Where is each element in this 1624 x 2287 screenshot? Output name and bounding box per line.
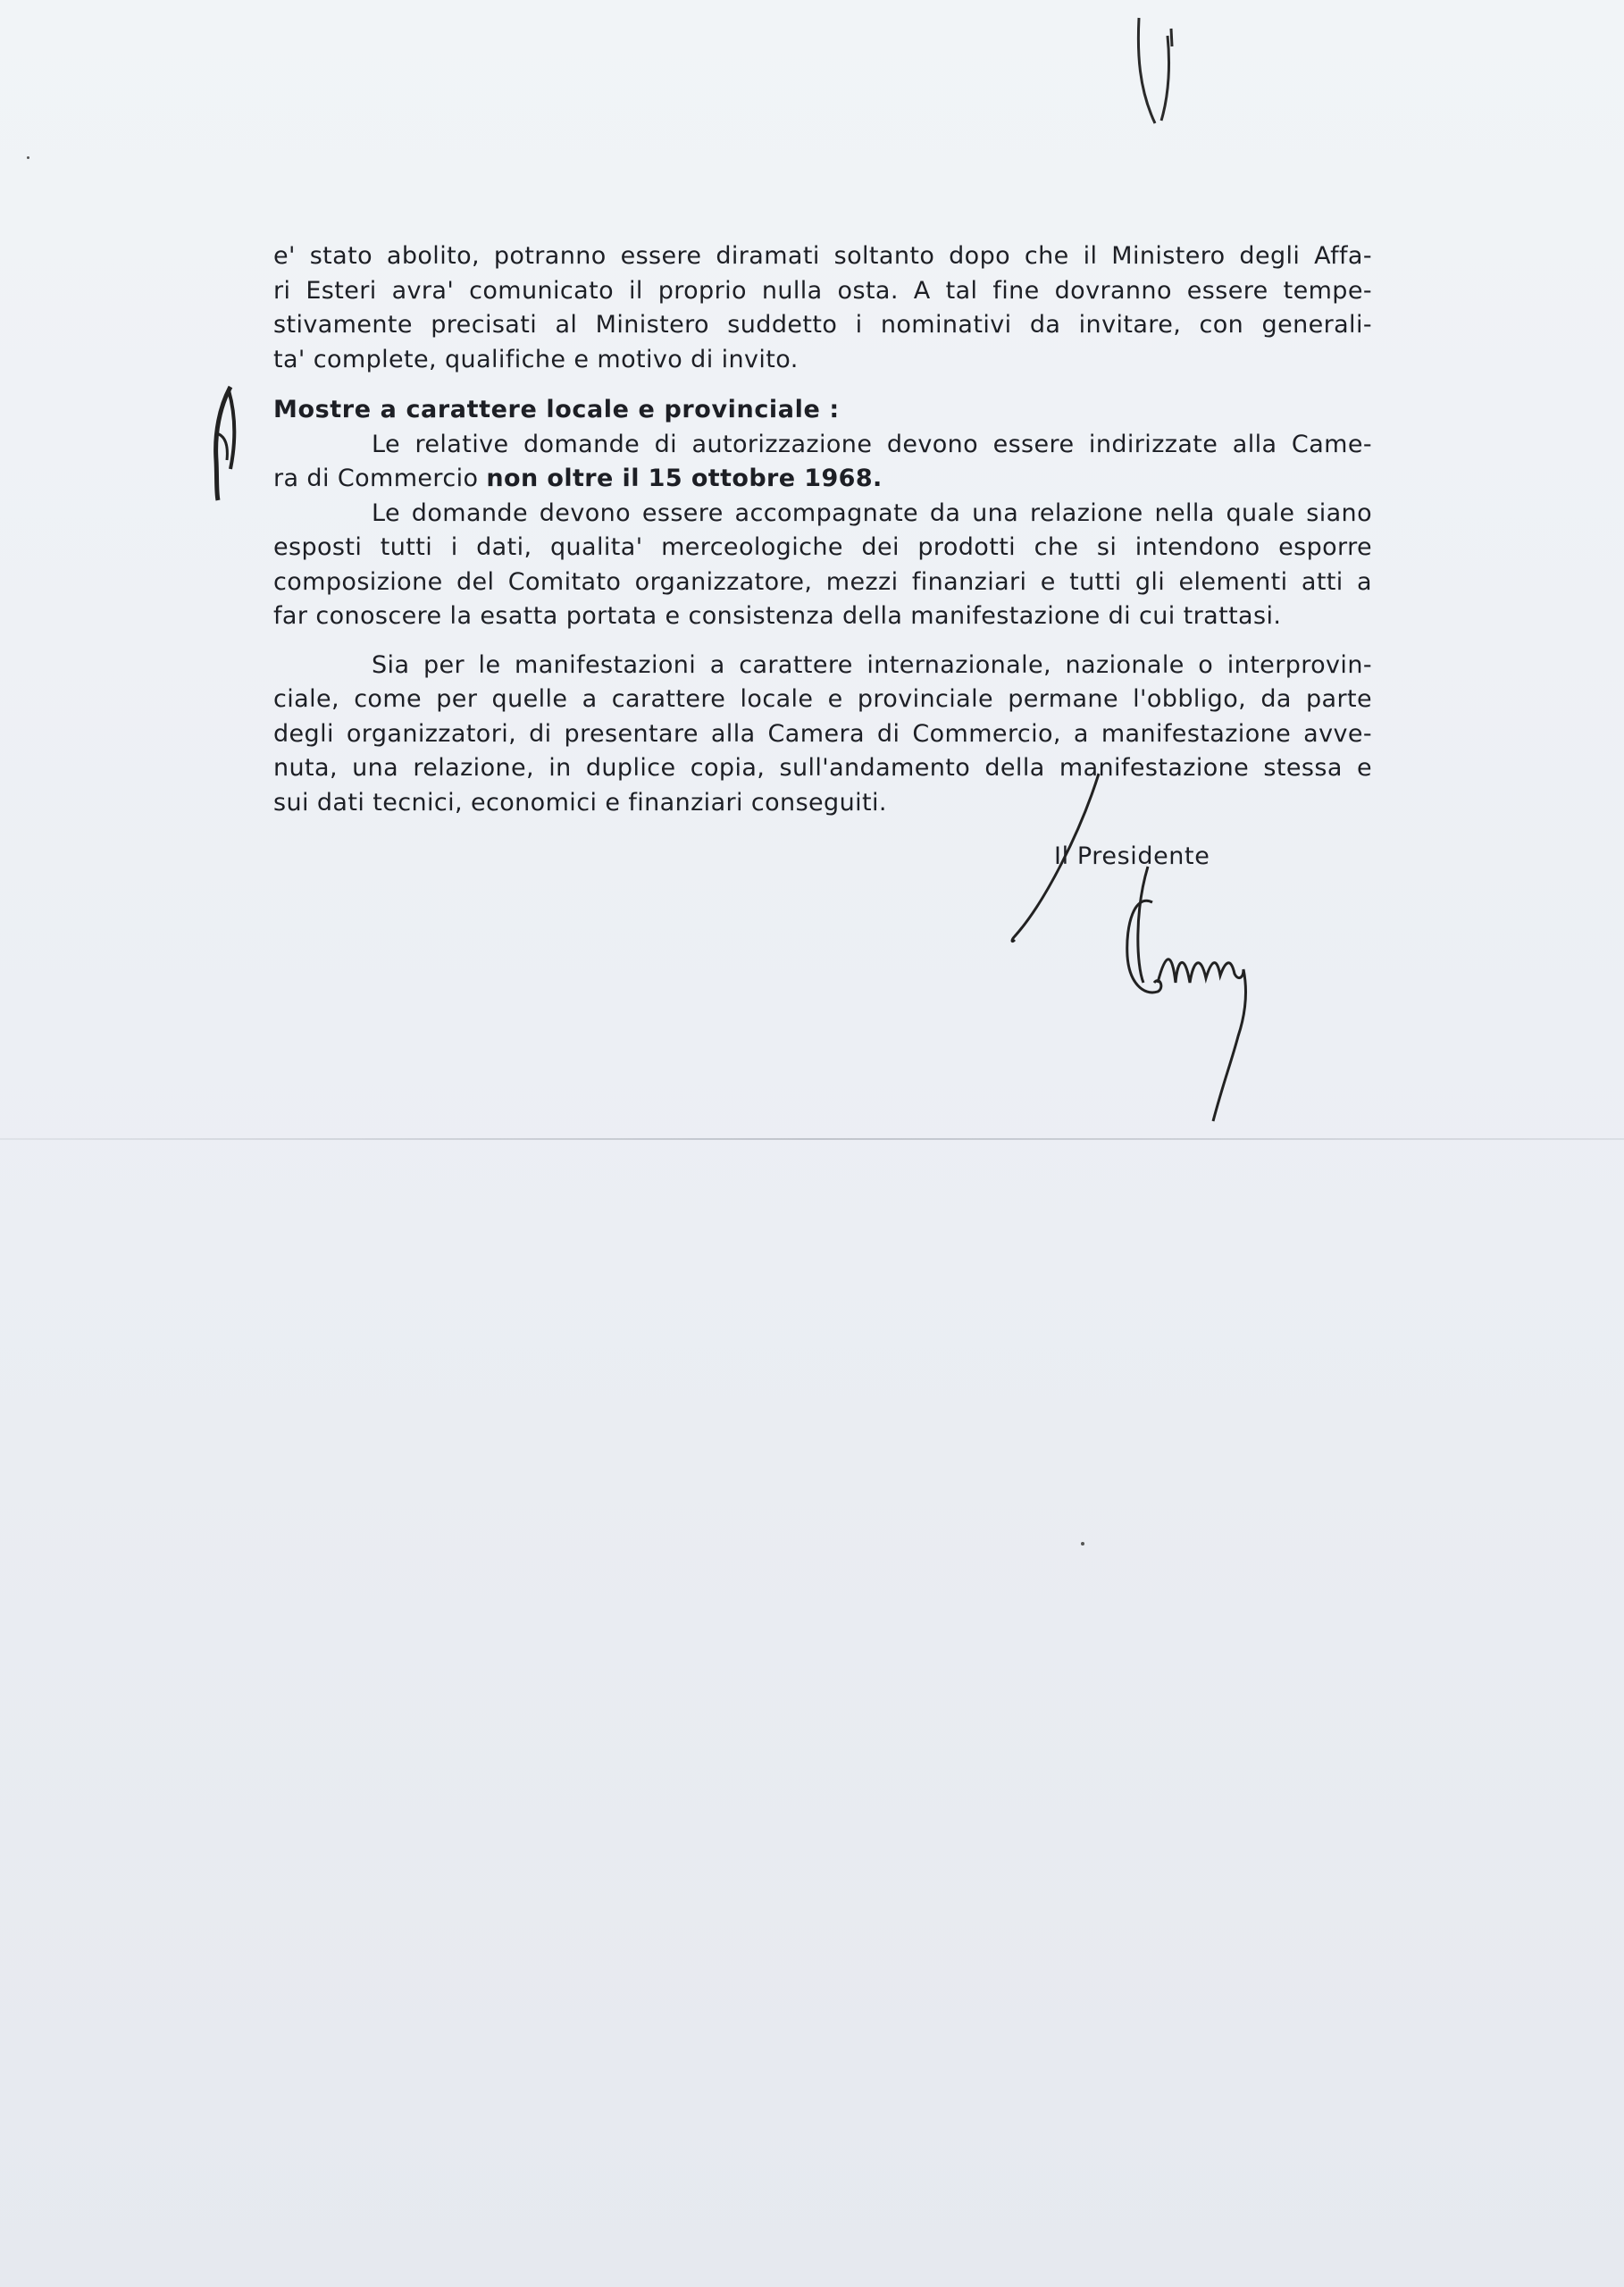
text-line: ciale, come per quelle a carattere locale e provinciale permane l'obbligo, da parte [273, 685, 1372, 713]
text-line: nuta, una relazione, in duplice copia, sull'andamento della manifestazione stessa e [273, 754, 1372, 782]
section-heading: Mostre a carattere locale e provinciale : [273, 396, 840, 423]
closing-title: Il Presidente [1054, 842, 1210, 870]
handwritten-signature [1000, 768, 1304, 1126]
paper-speck [1081, 1542, 1084, 1546]
text-line: Le relative domande di autorizzazione devono essere indirizzate alla Came- [372, 430, 1372, 458]
paper-fold-line [0, 1138, 1624, 1140]
margin-handwritten-mark [204, 380, 248, 505]
text-line: ri Esteri avra' comunicato il proprio nulla osta. A tal fine dovranno essere tempe- [273, 276, 1372, 305]
text-line: Sia per le manifestazioni a carattere internazionale, nazionale o interprovin- [372, 650, 1372, 679]
text-line-deadline [273, 462, 1372, 497]
text-line: Le domande devono essere accompagnate da una relazione nella quale siano [372, 498, 1372, 527]
letter-body [273, 239, 1372, 820]
paragraph-deadline [273, 428, 1372, 497]
text-line: esposti tutti i dati, qualita' merceologiche dei prodotti che si intendono esporre [273, 533, 1372, 561]
paragraph-requirements [273, 497, 1372, 634]
text-line: stivamente precisati al Ministero suddetto i nominativi da invitare, con generali- [273, 311, 1372, 339]
paper-speck [27, 156, 29, 159]
text-line: e' stato abolito, potranno essere diramati soltanto dopo che il Ministero degli Affa- [273, 242, 1372, 270]
text-line: degli organizzatori, di presentare alla Camera di Commercio, a manifestazione avve- [273, 719, 1372, 748]
text-line: composizione del Comitato organizzatore, mezzi finanziari e tutti gli elementi atti a [273, 567, 1372, 596]
handwritten-mark-top [1121, 9, 1193, 134]
text-line: far conoscere la esatta portata e consistenza della manifestazione di cui trattasi. [273, 602, 1282, 630]
text-line: sui dati tecnici, economici e finanziari conseguiti. [273, 788, 887, 817]
text-span: ra di Commercio [273, 465, 479, 492]
paragraph-continuation [273, 239, 1372, 377]
text-line: ta' complete, qualifiche e motivo di invito. [273, 345, 799, 373]
deadline-date: non oltre il 15 ottobre 1968. [486, 465, 883, 492]
